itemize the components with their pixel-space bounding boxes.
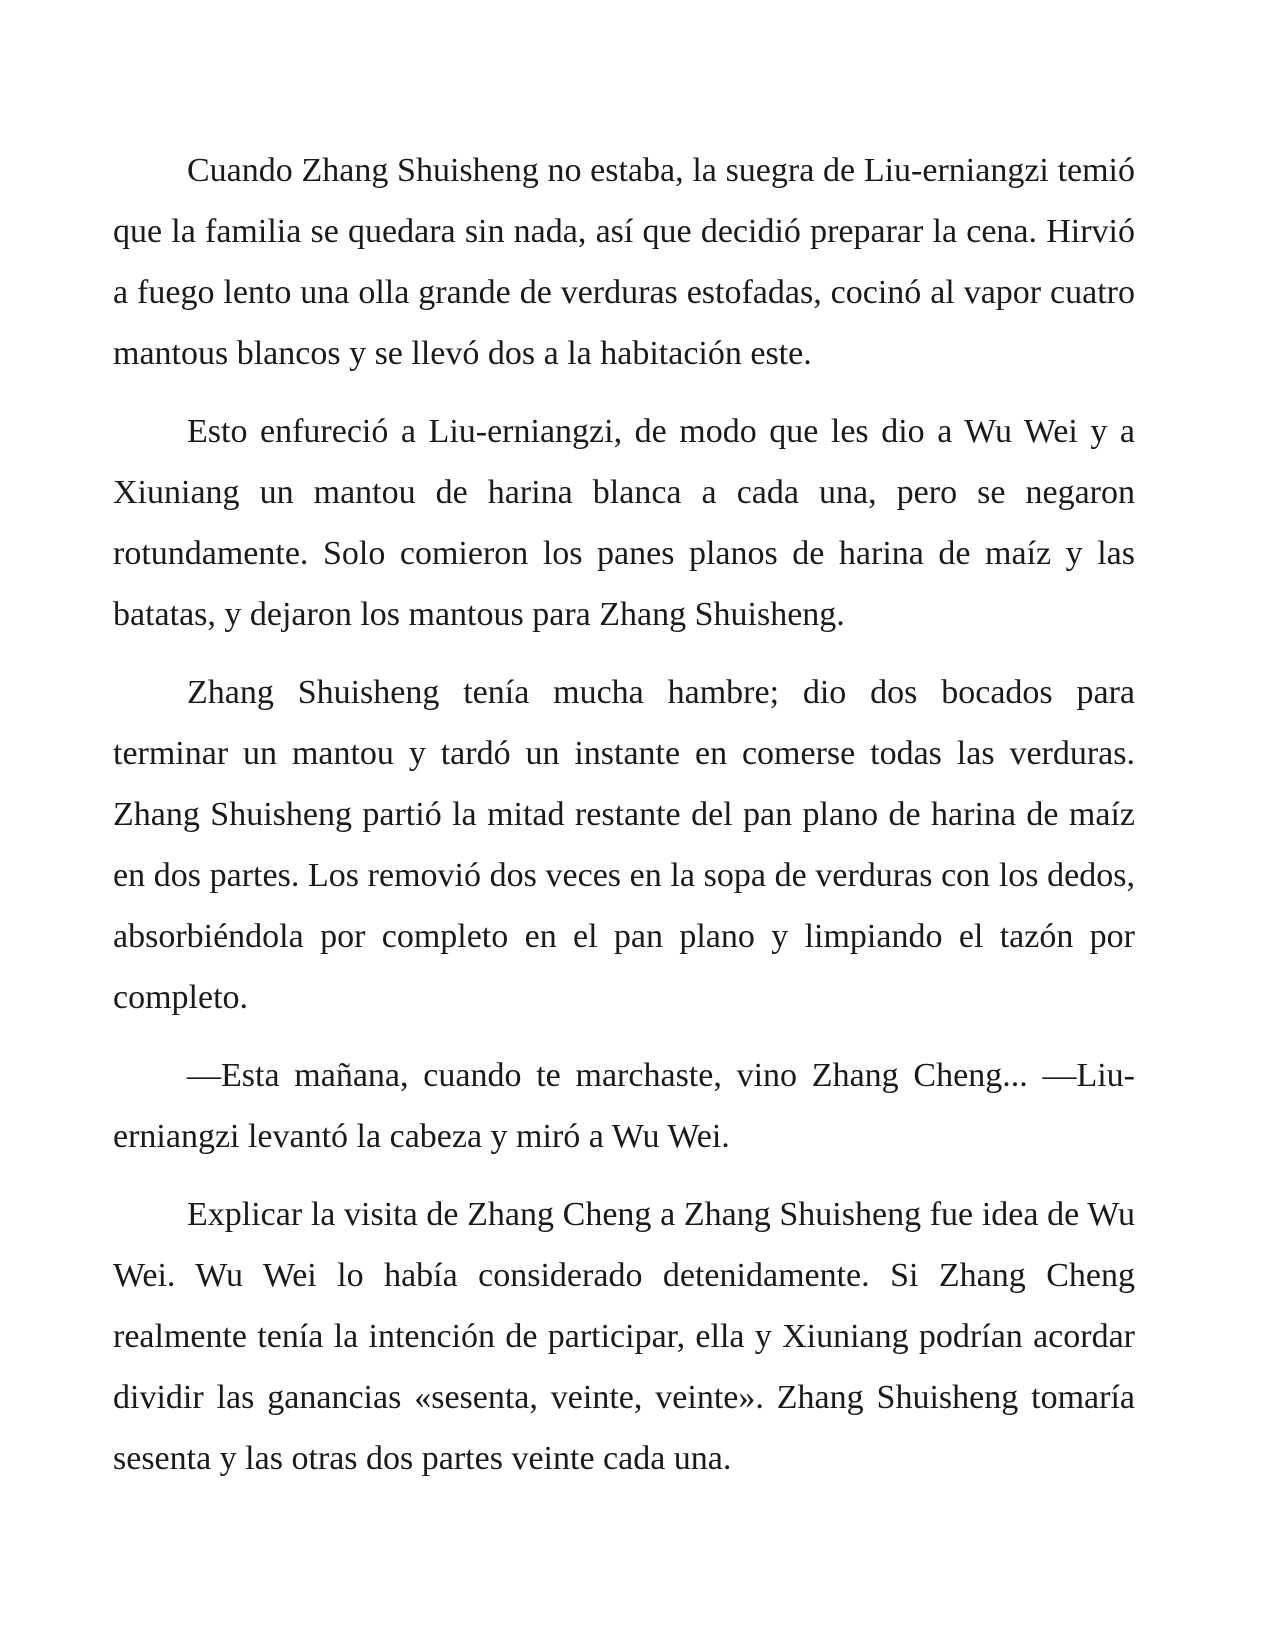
paragraph-3: Zhang Shuisheng tenía mucha hambre; dio dos bocados para terminar un mantou y tardó un instante en comerse todas las verduras. Zhang Shuisheng partió la mitad restante del pan plano de harina de maíz en dos partes. Los removió dos veces en la sopa de verduras con los dedos, absorbiéndola por completo en el pan plano y limpiando el tazón por completo.	[113, 674, 1135, 1016]
paragraph-4: —Esta mañana, cuando te marchaste, vino Zhang Cheng... —Liu-erniangzi levantó la cabeza y miró a Wu Wei.	[113, 1057, 1135, 1155]
paragraph-2: Esto enfureció a Liu-erniangzi, de modo que les dio a Wu Wei y a Xiuniang un mantou de harina blanca a cada una, pero se negaron rotundamente. Solo comieron los panes planos de harina de maíz y las batatas, y dejaron los mantous para Zhang Shuisheng.	[113, 413, 1135, 633]
paragraph-1: Cuando Zhang Shuisheng no estaba, la suegra de Liu-erniangzi temió que la familia se quedara sin nada, así que decidió preparar la cena. Hirvió a fuego lento una olla grande de verduras estofadas, cocinó al vapor cuatro mantous blancos y se llevó dos a la habitación este.	[113, 152, 1135, 372]
paragraph-5: Explicar la visita de Zhang Cheng a Zhang Shuisheng fue idea de Wu Wei. Wu Wei lo había considerado detenidamente. Si Zhang Cheng realmente tenía la intención de participar, ella y Xiuniang podrían acordar dividir las ganancias «sesenta, veinte, veinte». Zhang Shuisheng tomaría sesenta y las otras dos partes veinte cada una.	[113, 1196, 1135, 1477]
